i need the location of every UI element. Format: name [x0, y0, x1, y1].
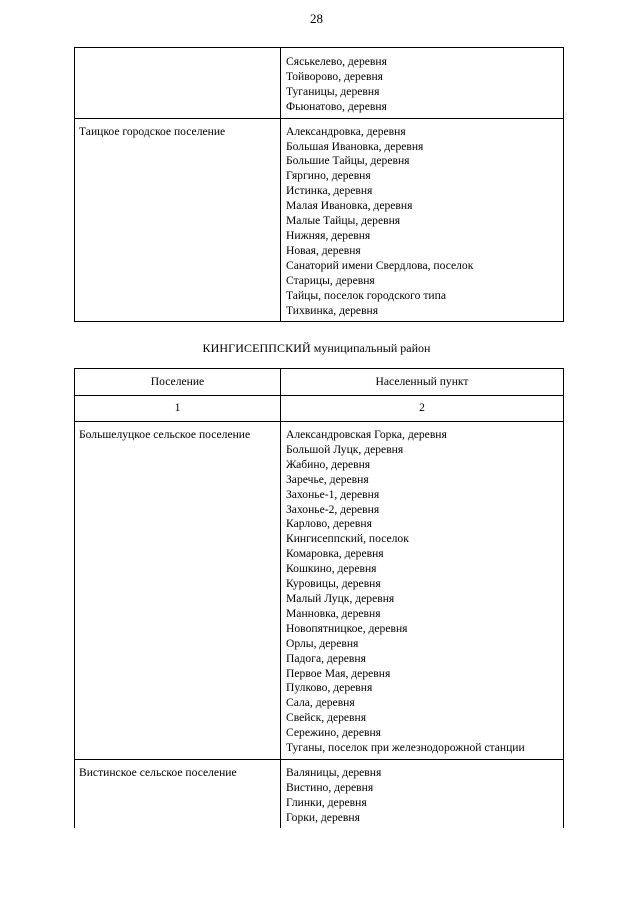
- places-cell: [281, 118, 564, 322]
- settlement-name: Большелуцкое сельское поселение: [79, 428, 251, 441]
- column-header-place: Населенный пункт: [281, 369, 564, 396]
- place-item: Кошкино, деревня: [286, 562, 377, 576]
- places-list: [281, 760, 563, 828]
- places-cell: [281, 422, 564, 760]
- places-list: [281, 119, 563, 322]
- place-item: Туганицы, деревня: [286, 84, 380, 98]
- place-item: Большая Ивановка, деревня: [286, 139, 424, 153]
- settlement-cell: [75, 48, 281, 119]
- table-row: [75, 48, 564, 119]
- place-item: Куровицы, деревня: [286, 577, 381, 591]
- place-item: Нижняя, деревня: [286, 228, 371, 242]
- column-header-settlement: Поселение: [75, 369, 281, 396]
- place-item: Большой Луцк, деревня: [286, 442, 404, 456]
- place-item: Сережино, деревня: [286, 726, 381, 740]
- place-item: Глинки, деревня: [286, 795, 367, 809]
- place-item: Старицы, деревня: [286, 273, 375, 287]
- page-number: 28: [310, 11, 323, 26]
- place-item: Свейск, деревня: [286, 711, 367, 725]
- place-item: Тайцы, поселок городского типа: [286, 288, 446, 302]
- settlement-cell: [75, 118, 281, 322]
- settlement-name: Таицкое городское поселение: [79, 124, 226, 138]
- settlement-cell: [75, 422, 281, 760]
- place-item: Туганы, поселок при железнодорожной станции: [286, 741, 525, 755]
- place-item: Падога, деревня: [286, 651, 366, 665]
- place-item: Пулково, деревня: [286, 681, 373, 695]
- column-number: 1: [75, 396, 281, 422]
- place-item: Александровская Горка, деревня: [286, 428, 447, 441]
- place-item: Карлово, деревня: [286, 517, 372, 531]
- place-item: Захонье-2, деревня: [286, 502, 380, 516]
- column-number-row: [75, 396, 564, 422]
- table-row: [75, 422, 564, 760]
- place-item: Фьюнатово, деревня: [286, 99, 387, 113]
- column-number: 2: [281, 396, 564, 422]
- district-suffix: муниципальный район: [310, 341, 431, 355]
- place-item: Манновка, деревня: [286, 606, 381, 620]
- place-item: Заречье, деревня: [286, 472, 369, 486]
- place-item: Кингисеппский, поселок: [286, 532, 409, 546]
- district-name: КИНГИСЕППСКИЙ: [202, 341, 311, 355]
- place-item: Валяницы, деревня: [286, 765, 382, 779]
- place-item: Александровка, деревня: [286, 124, 406, 138]
- place-item: Малый Луцк, деревня: [286, 591, 395, 605]
- table-header-row: [75, 369, 564, 396]
- place-item: Большие Тайцы, деревня: [286, 154, 410, 168]
- place-item: Новопятницкое, деревня: [286, 621, 408, 635]
- place-item: Сяськелево, деревня: [286, 55, 387, 68]
- place-item: Орлы, деревня: [286, 636, 359, 650]
- table-row: [75, 118, 564, 322]
- settlement-cell: [75, 759, 281, 827]
- place-item: Тойворово, деревня: [286, 69, 383, 83]
- place-item: Первое Мая, деревня: [286, 666, 391, 680]
- place-item: Тихвинка, деревня: [286, 303, 379, 317]
- place-item: Новая, деревня: [286, 243, 361, 257]
- settlements-table-continued: [74, 47, 564, 322]
- place-item: Гяргино, деревня: [286, 169, 371, 183]
- place-item: Захонье-1, деревня: [286, 487, 380, 501]
- place-item: Санаторий имени Свердлова, поселок: [286, 258, 474, 272]
- place-item: Вистино, деревня: [286, 780, 374, 794]
- place-item: Истинка, деревня: [286, 184, 373, 198]
- place-item: Комаровка, деревня: [286, 547, 384, 561]
- place-item: Малая Ивановка, деревня: [286, 199, 413, 213]
- settlement-name: Вистинское сельское поселение: [79, 765, 237, 779]
- place-item: Сала, деревня: [286, 696, 355, 710]
- table-row: [75, 759, 564, 827]
- place-item: Малые Тайцы, деревня: [286, 214, 401, 228]
- settlements-table: [74, 368, 564, 828]
- place-item: Жабино, деревня: [286, 457, 371, 471]
- section-title: [0, 341, 633, 356]
- places-cell: [281, 759, 564, 827]
- places-list: [281, 422, 563, 759]
- places-list: [281, 48, 563, 118]
- places-cell: [281, 48, 564, 119]
- place-item: Горки, деревня: [286, 810, 360, 824]
